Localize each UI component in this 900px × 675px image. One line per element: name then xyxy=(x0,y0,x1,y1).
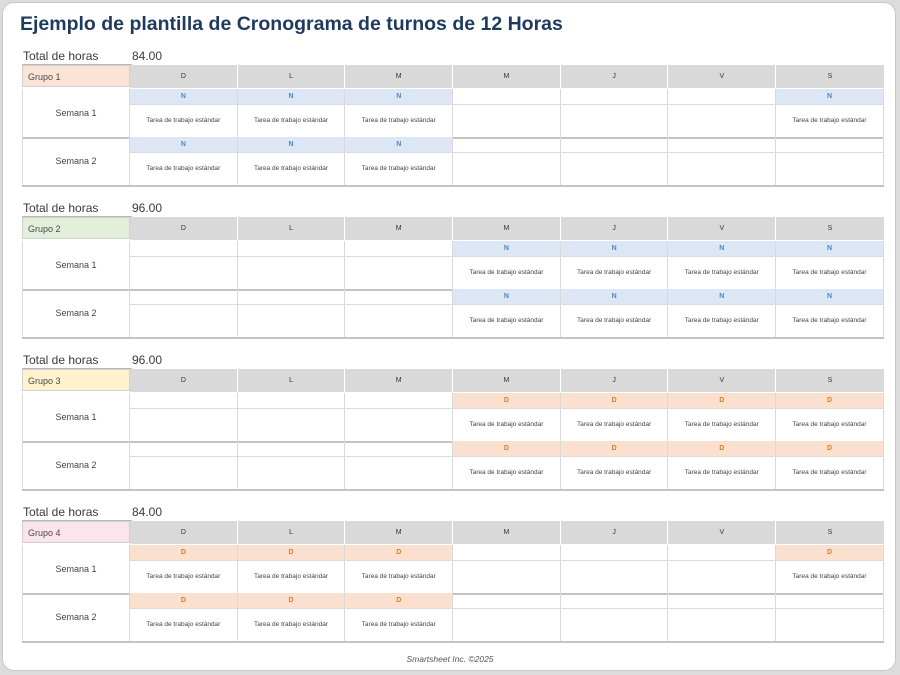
task-label: Tarea de trabajo estándar xyxy=(469,469,544,476)
total-hours-value: 84.00 xyxy=(132,49,163,63)
task-label: Tarea de trabajo estándar xyxy=(469,317,544,324)
shift-code: D xyxy=(453,393,560,409)
task-empty xyxy=(561,561,668,593)
task-label: Tarea de trabajo estándar xyxy=(792,469,867,476)
task-empty xyxy=(668,609,775,641)
task-label: Tarea de trabajo estándar xyxy=(146,117,221,124)
shift-code: D xyxy=(776,393,883,409)
task-empty xyxy=(238,257,345,289)
shift-code xyxy=(776,137,883,153)
shift-code: N xyxy=(345,89,452,105)
shift-code xyxy=(130,289,237,305)
shift-code xyxy=(130,241,237,257)
shift-code xyxy=(668,545,775,561)
shift-code: N xyxy=(130,89,237,105)
shift-code xyxy=(776,593,883,609)
shift-code xyxy=(668,89,775,105)
day-header-cell: S xyxy=(827,73,833,80)
week-label: Semana 1 xyxy=(22,241,130,289)
shift-cell[interactable] xyxy=(130,545,238,593)
week-label: Semana 1 xyxy=(22,393,130,441)
day-header-row xyxy=(130,217,884,240)
task-empty xyxy=(561,609,668,641)
group-block xyxy=(22,504,884,644)
day-header-cell: J xyxy=(561,521,669,544)
shift-cell[interactable] xyxy=(345,545,453,593)
day-header-cell: M xyxy=(453,521,561,544)
task-empty xyxy=(668,153,775,185)
task-label: Tarea de trabajo estándar xyxy=(684,469,759,476)
shift-cell[interactable] xyxy=(345,137,453,185)
week-label: Semana 2 xyxy=(22,441,130,489)
shift-cell[interactable] xyxy=(561,393,669,441)
day-header-cell: L xyxy=(238,65,346,88)
day-header-cell: J xyxy=(561,65,669,88)
shift-cell[interactable] xyxy=(776,441,884,489)
day-header-cell: M xyxy=(345,369,453,392)
shift-cell[interactable] xyxy=(776,89,884,137)
shift-code xyxy=(561,545,668,561)
task-label: Tarea de trabajo estándar xyxy=(684,421,759,428)
shift-cell[interactable] xyxy=(130,441,238,489)
group-name: Grupo 1 xyxy=(22,65,130,87)
day-header-cell: M xyxy=(453,369,561,392)
shift-cell[interactable] xyxy=(561,89,669,137)
shift-code xyxy=(238,241,345,257)
shift-cell[interactable] xyxy=(345,89,453,137)
day-header-cell: D xyxy=(130,65,238,88)
shift-cell[interactable] xyxy=(668,89,776,137)
task-empty xyxy=(668,105,775,137)
shift-cell[interactable] xyxy=(668,441,776,489)
task-empty xyxy=(238,409,345,441)
shift-cell[interactable] xyxy=(561,593,669,641)
task-label: Tarea de trabajo estándar xyxy=(361,573,436,580)
shift-cell[interactable] xyxy=(453,137,561,185)
task-label: Tarea de trabajo estándar xyxy=(684,317,759,324)
task-label: Tarea de trabajo estándar xyxy=(792,421,867,428)
task-empty xyxy=(345,457,452,489)
shift-cell[interactable] xyxy=(130,289,238,337)
task-empty xyxy=(130,257,237,289)
task-label: Tarea de trabajo estándar xyxy=(792,117,867,124)
shift-code xyxy=(561,137,668,153)
shift-cell[interactable] xyxy=(776,545,884,593)
task-empty xyxy=(453,609,560,641)
day-header-cell: V xyxy=(668,521,776,544)
shift-cell[interactable] xyxy=(668,545,776,593)
shift-cell[interactable] xyxy=(668,393,776,441)
week-row xyxy=(22,289,884,339)
task-empty xyxy=(345,305,452,337)
shift-cell[interactable] xyxy=(238,241,346,289)
task-empty xyxy=(776,153,883,185)
shift-code: N xyxy=(561,289,668,305)
shift-code: N xyxy=(668,241,775,257)
shift-cell[interactable] xyxy=(238,289,346,337)
day-header-cell: V xyxy=(668,369,776,392)
shift-code xyxy=(238,441,345,457)
week-row xyxy=(22,137,884,187)
shift-cell[interactable] xyxy=(238,441,346,489)
shift-cell[interactable] xyxy=(130,393,238,441)
day-header-cell: J xyxy=(561,369,669,392)
shift-cell[interactable] xyxy=(776,241,884,289)
task-empty xyxy=(130,409,237,441)
shift-cell[interactable] xyxy=(238,137,346,185)
day-header-cell: M xyxy=(453,217,561,240)
shift-code xyxy=(238,393,345,409)
task-empty xyxy=(453,153,560,185)
day-header-cell: D xyxy=(130,217,238,240)
week-label: Semana 2 xyxy=(22,289,130,337)
shift-code xyxy=(345,441,452,457)
day-header-cell: M xyxy=(345,65,453,88)
shift-cell[interactable] xyxy=(453,289,561,337)
shift-code: D xyxy=(776,441,883,457)
task-label: Tarea de trabajo estándar xyxy=(792,573,867,580)
shift-cell[interactable] xyxy=(561,441,669,489)
shift-cell[interactable] xyxy=(453,441,561,489)
group-block xyxy=(22,200,884,340)
total-hours-label: Total de horas xyxy=(23,505,99,519)
task-empty xyxy=(561,105,668,137)
week-row xyxy=(22,593,884,643)
day-header-row xyxy=(130,369,884,392)
shift-code xyxy=(453,137,560,153)
shift-code xyxy=(453,545,560,561)
shift-code xyxy=(130,393,237,409)
task-label: Tarea de trabajo estándar xyxy=(792,317,867,324)
task-label: Tarea de trabajo estándar xyxy=(577,421,652,428)
shift-code xyxy=(238,289,345,305)
week-row xyxy=(22,393,884,443)
shift-code: N xyxy=(345,137,452,153)
day-header-cell: V xyxy=(668,217,776,240)
shift-cell[interactable] xyxy=(776,393,884,441)
shift-cell[interactable] xyxy=(561,241,669,289)
task-empty xyxy=(238,457,345,489)
task-label: Tarea de trabajo estándar xyxy=(253,117,329,124)
shift-cell[interactable] xyxy=(345,241,453,289)
week-label: Semana 2 xyxy=(22,593,130,641)
shift-cell[interactable] xyxy=(238,393,346,441)
day-header-cell: S xyxy=(827,529,833,536)
task-label: Tarea de trabajo estándar xyxy=(146,621,221,628)
task-label: Tarea de trabajo estándar xyxy=(146,165,221,172)
shift-code: D xyxy=(130,593,237,609)
day-header-cell: L xyxy=(238,369,346,392)
task-label: Tarea de trabajo estándar xyxy=(684,269,759,276)
shift-code xyxy=(668,137,775,153)
task-label: Tarea de trabajo estándar xyxy=(361,117,436,124)
shift-code xyxy=(345,393,452,409)
task-label: Tarea de trabajo estándar xyxy=(361,165,436,172)
shift-code: N xyxy=(130,137,237,153)
task-label: Tarea de trabajo estándar xyxy=(577,317,652,324)
day-header-row xyxy=(130,521,884,544)
task-empty xyxy=(238,305,345,337)
day-header-cell: L xyxy=(238,217,346,240)
group-name: Grupo 2 xyxy=(22,217,130,239)
shift-cell[interactable] xyxy=(776,137,884,185)
shift-code xyxy=(668,593,775,609)
day-header-cell: M xyxy=(345,521,453,544)
group-block xyxy=(22,352,884,492)
shift-code: D xyxy=(238,593,345,609)
task-empty xyxy=(668,561,775,593)
shift-cell[interactable] xyxy=(130,241,238,289)
shift-cell[interactable] xyxy=(238,593,346,641)
day-header-cell: D xyxy=(130,521,238,544)
shift-code: D xyxy=(561,393,668,409)
task-empty xyxy=(776,609,883,641)
shift-cell[interactable] xyxy=(668,241,776,289)
task-label: Tarea de trabajo estándar xyxy=(253,165,329,172)
day-header-cell: J xyxy=(561,217,669,240)
total-hours-label: Total de horas xyxy=(23,201,99,215)
shift-cell[interactable] xyxy=(238,545,346,593)
week-row xyxy=(22,89,884,139)
week-row xyxy=(22,441,884,491)
shift-cell[interactable] xyxy=(453,545,561,593)
shift-cell[interactable] xyxy=(561,545,669,593)
shift-code: N xyxy=(453,241,560,257)
shift-code: N xyxy=(238,137,345,153)
footer-credit: Smartsheet Inc. ©2025 xyxy=(406,654,494,664)
shift-code: N xyxy=(561,241,668,257)
task-empty xyxy=(130,457,237,489)
shift-code xyxy=(345,289,452,305)
shift-code: D xyxy=(668,393,775,409)
task-label: Tarea de trabajo estándar xyxy=(577,269,652,276)
shift-cell[interactable] xyxy=(238,89,346,137)
shift-code: N xyxy=(668,289,775,305)
day-header-cell: S xyxy=(827,225,833,232)
task-label: Tarea de trabajo estándar xyxy=(253,573,329,580)
shift-cell[interactable] xyxy=(561,289,669,337)
shift-code: N xyxy=(453,289,560,305)
task-label: Tarea de trabajo estándar xyxy=(792,269,867,276)
task-empty xyxy=(345,257,452,289)
shift-cell[interactable] xyxy=(130,137,238,185)
shift-code xyxy=(453,593,560,609)
day-header-cell: S xyxy=(827,377,833,384)
shift-cell[interactable] xyxy=(668,289,776,337)
shift-cell[interactable] xyxy=(776,593,884,641)
total-hours-value: 84.00 xyxy=(132,505,163,519)
shift-cell[interactable] xyxy=(453,393,561,441)
shift-code: D xyxy=(238,545,345,561)
shift-code: D xyxy=(130,545,237,561)
shift-code xyxy=(453,89,560,105)
day-header-cell: L xyxy=(238,521,346,544)
week-label: Semana 1 xyxy=(22,89,130,137)
total-hours-value: 96.00 xyxy=(132,201,163,215)
shift-code xyxy=(130,441,237,457)
shift-cell[interactable] xyxy=(130,593,238,641)
shift-cell[interactable] xyxy=(668,593,776,641)
shift-code: D xyxy=(453,441,560,457)
task-label: Tarea de trabajo estándar xyxy=(253,621,329,628)
shift-cell[interactable] xyxy=(453,89,561,137)
shift-code: D xyxy=(561,441,668,457)
shift-cell[interactable] xyxy=(345,289,453,337)
shift-cell[interactable] xyxy=(776,289,884,337)
shift-code xyxy=(561,593,668,609)
total-hours-value: 96.00 xyxy=(132,353,163,367)
group-name: Grupo 4 xyxy=(22,521,130,543)
shift-cell[interactable] xyxy=(345,441,453,489)
schedule-sheet xyxy=(2,2,896,671)
week-row xyxy=(22,241,884,291)
task-empty xyxy=(130,305,237,337)
shift-code: D xyxy=(345,593,452,609)
shift-cell[interactable] xyxy=(561,137,669,185)
shift-code xyxy=(345,241,452,257)
total-hours-label: Total de horas xyxy=(23,49,99,63)
week-label: Semana 1 xyxy=(22,545,130,593)
day-header-cell: V xyxy=(668,65,776,88)
task-label: Tarea de trabajo estándar xyxy=(469,269,544,276)
week-row xyxy=(22,545,884,595)
task-label: Tarea de trabajo estándar xyxy=(577,469,652,476)
shift-code: D xyxy=(776,545,883,561)
day-header-cell: M xyxy=(453,65,561,88)
shift-code: N xyxy=(776,241,883,257)
shift-code: D xyxy=(668,441,775,457)
shift-cell[interactable] xyxy=(345,393,453,441)
task-empty xyxy=(561,153,668,185)
shift-cell[interactable] xyxy=(453,593,561,641)
task-empty xyxy=(453,561,560,593)
shift-cell[interactable] xyxy=(345,593,453,641)
day-header-row xyxy=(130,65,884,88)
task-empty xyxy=(345,409,452,441)
task-label: Tarea de trabajo estándar xyxy=(146,573,221,580)
shift-code: N xyxy=(238,89,345,105)
shift-cell[interactable] xyxy=(668,137,776,185)
total-hours-label: Total de horas xyxy=(23,353,99,367)
shift-code xyxy=(561,89,668,105)
task-label: Tarea de trabajo estándar xyxy=(361,621,436,628)
shift-code: D xyxy=(345,545,452,561)
shift-cell[interactable] xyxy=(453,241,561,289)
group-block xyxy=(22,48,884,188)
week-label: Semana 2 xyxy=(22,137,130,185)
shift-code: N xyxy=(776,289,883,305)
day-header-cell: M xyxy=(345,217,453,240)
shift-code: N xyxy=(776,89,883,105)
page-title: Ejemplo de plantilla de Cronograma de turnos de 12 Horas xyxy=(20,13,563,35)
task-label: Tarea de trabajo estándar xyxy=(469,421,544,428)
group-name: Grupo 3 xyxy=(22,369,130,391)
shift-cell[interactable] xyxy=(130,89,238,137)
task-empty xyxy=(453,105,560,137)
day-header-cell: D xyxy=(130,369,238,392)
